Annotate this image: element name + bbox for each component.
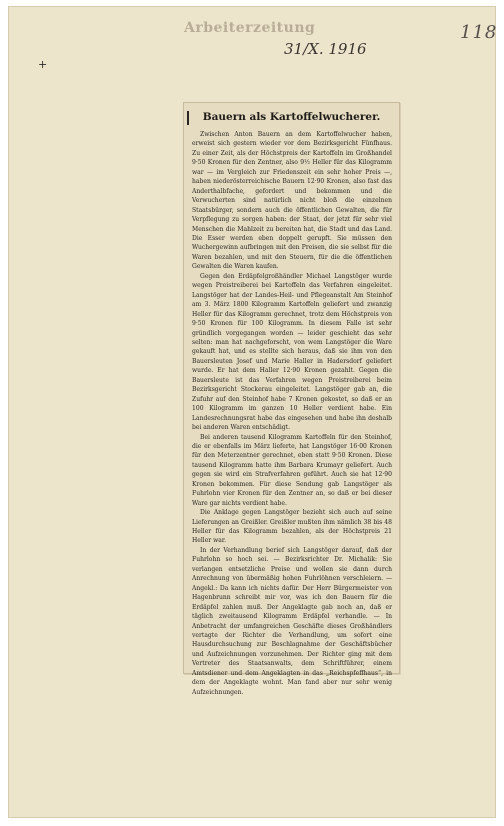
article-paragraph: Gegen den Erdäpfelgroßhändler Michael Langstöger wurde wegen Preistreiberei bei Kartoffeln das Verfahren eingeleitet. Langstöger hat der Landes-Heil- und Pflegeanstalt Am Steinhof am 3. März 1800 Kilogramm Kartoffeln geliefert und zwanzig Heller für das Kilogramm gerechnet, trotz dem Höchstpreis von 9·50 Kronen für 100 Kilogramm. In diesem Falle ist sehr gründlich vorgegangen worden — leider geschieht das sehr selten: man hat nachgeforscht, von wem Langstöger die Ware gekauft hat, und es stellte sich heraus, daß sie ihm von den Bauersleuten Josef und Marie Haller in Hadersdorf geliefert wurde. Er hat dem Haller 12·90 Kronen gezahlt. Gegen die Bauersleute ist das Verfahren wegen Preistreiberei beim Bezirksgericht Stockerau eingeleitet. Langstöger gab an, die Zufuhr auf den Steinhof habe 7 Kronen gekostet, so daß er an 100 Kilogramm im ganzen 10 Heller verdient habe. Ein Landesrechnungsrat habe das eingesehen und habe ihn deshalb bei anderen Waren entschädigt. bbox=[192, 272, 392, 432]
newspaper-stamp: Arbeiterzeitung bbox=[184, 20, 316, 36]
article-paragraph: Die Anklage gegen Langstöger bezieht sich auch auf seine Lieferungen an Greißler. Greißler mußten ihm nämlich 38 bis 48 Heller für das Kilogramm bezahlen, als der Höchstpreis 21 Heller war. bbox=[192, 509, 392, 545]
article-title: Bauern als Kartoffelwucherer. bbox=[202, 111, 381, 123]
article-paragraph: Bei anderen tausend Kilogramm Kartoffeln für den Steinhof, die er ebenfalls im März lieferte, hat Langstöger 16·00 Kronen für den Meterzentner gerechnet, eben statt 9·50 Kronen. Diese tausend Kilogramm hatte ihm Barbara Krumayr geliefert. Auch gegen sie wird ein Strafverfahren geführt. Auch sie hat 12·90 Kronen bekommen. Für diese Sendung gab Langstöger als Fuhrlohn vier Kronen für den Zentner an, so daß er bei dieser Ware gar nichts verdient habe. bbox=[192, 433, 392, 507]
newspaper-clipping bbox=[183, 102, 400, 696]
handwritten-date: 31/X. 1916 bbox=[284, 40, 367, 58]
article-body bbox=[192, 130, 392, 697]
article-paragraph: Zwischen Anton Bauern an dem Kartoffelwucher haben, erweist sich gestern wieder vor dem Bezirksgericht Fünfhaus. Zu einer Zeit, als der Höchstpreis der Kartoffeln im Großhandel 9·50 Kronen für den Zentner, also 9½ Heller für das Kilogramm war — im Vergleich zur Friedenszeit ein sehr hoher Preis —, haben niederösterreichische Bauern 12·90 Kronen, also fast das Anderthalbfache, gefordert und bekommen und die Verwucherten sind natürlich nicht bloß die einzelnen Staatsbürger, sondern auch die öffentlichen Gewalten, die für Verpflegung zu sorgen haben: der Staat, der jetzt für sehr viel Menschen die Mahlzeit zu bereiten hat, die Stadt und das Land. Die Esser werden eben doppelt gerupft. Sie müssen den Wuchergewinn aufbringen mit den Preisen, die sie selbst für die Waren bezahlen, und mit den Steuern, für die die öffentlichen Gewalten die Waren kaufen. bbox=[192, 131, 392, 271]
article-paragraph: In der Verhandlung berief sich Langstöger darauf, daß der Fuhrlohn so hoch sei. — Bezirksrichter Dr. Michalik: Sie verlangen entsetzliche Preise und wollen sie dann durch Anrechnung von übermäßig hohen Fuhrlöhnen verschleiern. — Angekl.: Da kann ich nichts dafür. Der Herr Bürgermeister von Hagenbrunn schreibt mir vor, was ich den Bauern für die Erdäpfel zahlen muß. Der Angeklagte gab noch an, daß er täglich zweitausend Kilogramm Erdäpfel verhandle. — In Anbetracht der umfangreichen Geschäfte dieses Großhändlers vertagte der Richter die Verhandlung, um sofort eine Hausdurchsuchung zur Beschlagnahme der Geschäftsbücher und Aufzeichnungen vorzunehmen. Der Richter ging mit dem Vertreter des Staatsanwalts, dem Schriftführer, einem Amtsdiener und dem Angeklagten in das „Reichspfeffhaus“, in dem der Angeklagte wohnt. Man fand aber nur sehr wenig Aufzeichnungen. bbox=[192, 546, 392, 696]
archive-sheet bbox=[8, 6, 496, 818]
archive-number: 118 bbox=[460, 22, 498, 43]
pin-mark: + bbox=[38, 58, 48, 71]
